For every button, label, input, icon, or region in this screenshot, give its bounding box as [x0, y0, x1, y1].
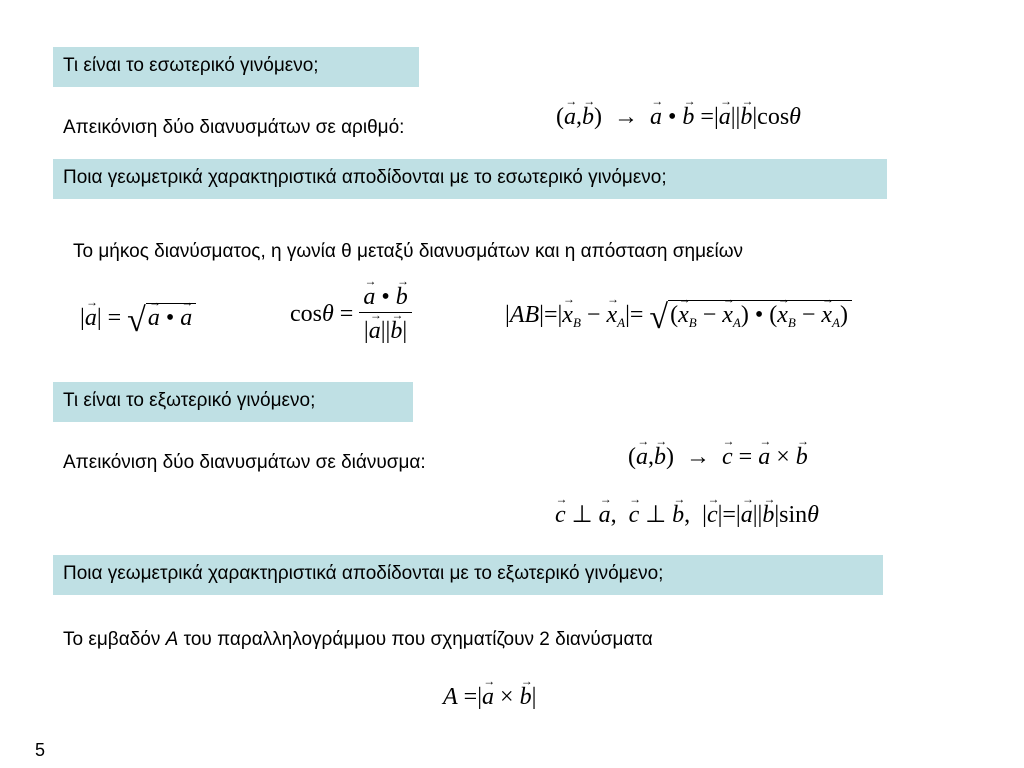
- outer-product-mapping-text: Απεικόνιση δύο διανυσμάτων σε διάνυσμα:: [63, 452, 426, 473]
- formula-vector-length: |→ a| = √→ a • → a: [80, 303, 196, 338]
- area-prefix: Το εμβαδόν: [63, 629, 166, 650]
- formula-parallelogram-area: A =|→ a × → b|: [443, 685, 536, 709]
- heading-outer-product-geometry: Ποια γεωμετρικά χαρακτηριστικά αποδίδονται με το εξωτερικό γινόμενο;: [53, 555, 883, 595]
- area-description-text: [63, 629, 653, 651]
- inner-product-properties-text: Το μήκος διανύσματος, η γωνία θ μεταξύ διανυσμάτων και η απόσταση σημείων: [73, 241, 744, 262]
- heading-inner-product-question: Τι είναι το εσωτερικό γινόμενο;: [53, 47, 419, 87]
- formula-cos-angle: cosθ = → $\frac{a • \to b}{|\to a||\to b|}$: [290, 285, 412, 343]
- area-suffix: του παραλληλογράμμου που σχηματίζουν 2 διανύσματα: [178, 629, 653, 650]
- formula-inner-product-definition: (→ a,→ b) → → a • → b =|→ a||→ b|cosθ: [556, 105, 801, 129]
- formula-point-distance: $|AB|=|\to x_B$ − → $x_A|=$ √(→ $x_B$ − → $x_A$) • (→ $x_B$ − → $x_A$): [505, 300, 852, 335]
- heading-inner-product-geometry: Ποια γεωμετρικά χαρακτηριστικά αποδίδονται με το εσωτερικό γινόμενο;: [53, 159, 887, 199]
- heading-outer-product-question: Τι είναι το εξωτερικό γινόμενο;: [53, 382, 413, 422]
- area-symbol: A: [165, 629, 179, 650]
- formula-outer-product-properties: → c ⊥ → a, → c ⊥ → b, |→ c|=|→ a||→ b|sinθ: [555, 503, 819, 527]
- formula-outer-product-definition: (→ a,→ b) → → c = → a × → b: [628, 445, 808, 469]
- inner-product-mapping-text: Απεικόνιση δύο διανυσμάτων σε αριθμό:: [63, 117, 405, 138]
- page-number: 5: [35, 740, 46, 760]
